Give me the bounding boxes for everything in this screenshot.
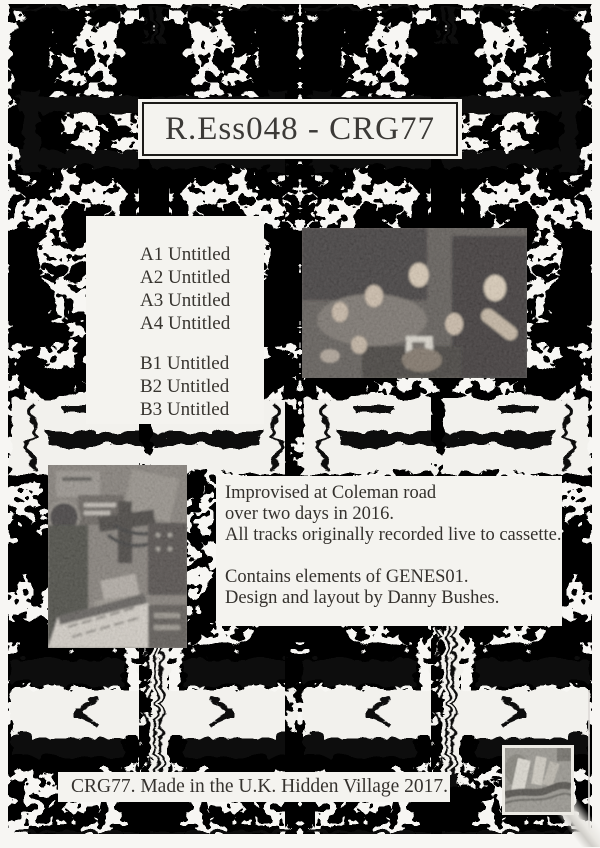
studio-equipment-photo xyxy=(48,465,187,648)
track-item: A2 Untitled xyxy=(140,267,231,288)
track-item: A4 Untitled xyxy=(140,313,231,334)
footer-band xyxy=(58,772,450,802)
side-gap xyxy=(140,335,264,352)
track-item: A3 Untitled xyxy=(140,290,231,311)
track-item: A1 Untitled xyxy=(140,244,231,265)
track-item: B2 Untitled xyxy=(140,376,230,397)
title-border xyxy=(142,102,458,156)
cassette-photo xyxy=(502,745,574,815)
track-item: B3 Untitled xyxy=(140,399,230,420)
info-box xyxy=(216,476,562,626)
info-line: Design and layout by Danny Bushes. xyxy=(225,588,500,608)
info-line: Improvised at Coleman road xyxy=(225,483,437,503)
paragraph-gap xyxy=(225,546,560,567)
track-item: B1 Untitled xyxy=(140,353,230,374)
title-box xyxy=(138,99,462,159)
info-line: over two days in 2016. xyxy=(225,504,395,524)
page-title: R.Ess048 - CRG77 xyxy=(165,110,435,147)
footer-text: CRG77. Made in the U.K. Hidden Village 2017. xyxy=(71,776,449,797)
info-line: Contains elements of GENES01. xyxy=(225,567,469,587)
crowd-photo xyxy=(302,228,527,378)
info-line: All tracks originally recorded live to cassette. xyxy=(225,525,562,545)
tracklist-box xyxy=(86,216,264,424)
